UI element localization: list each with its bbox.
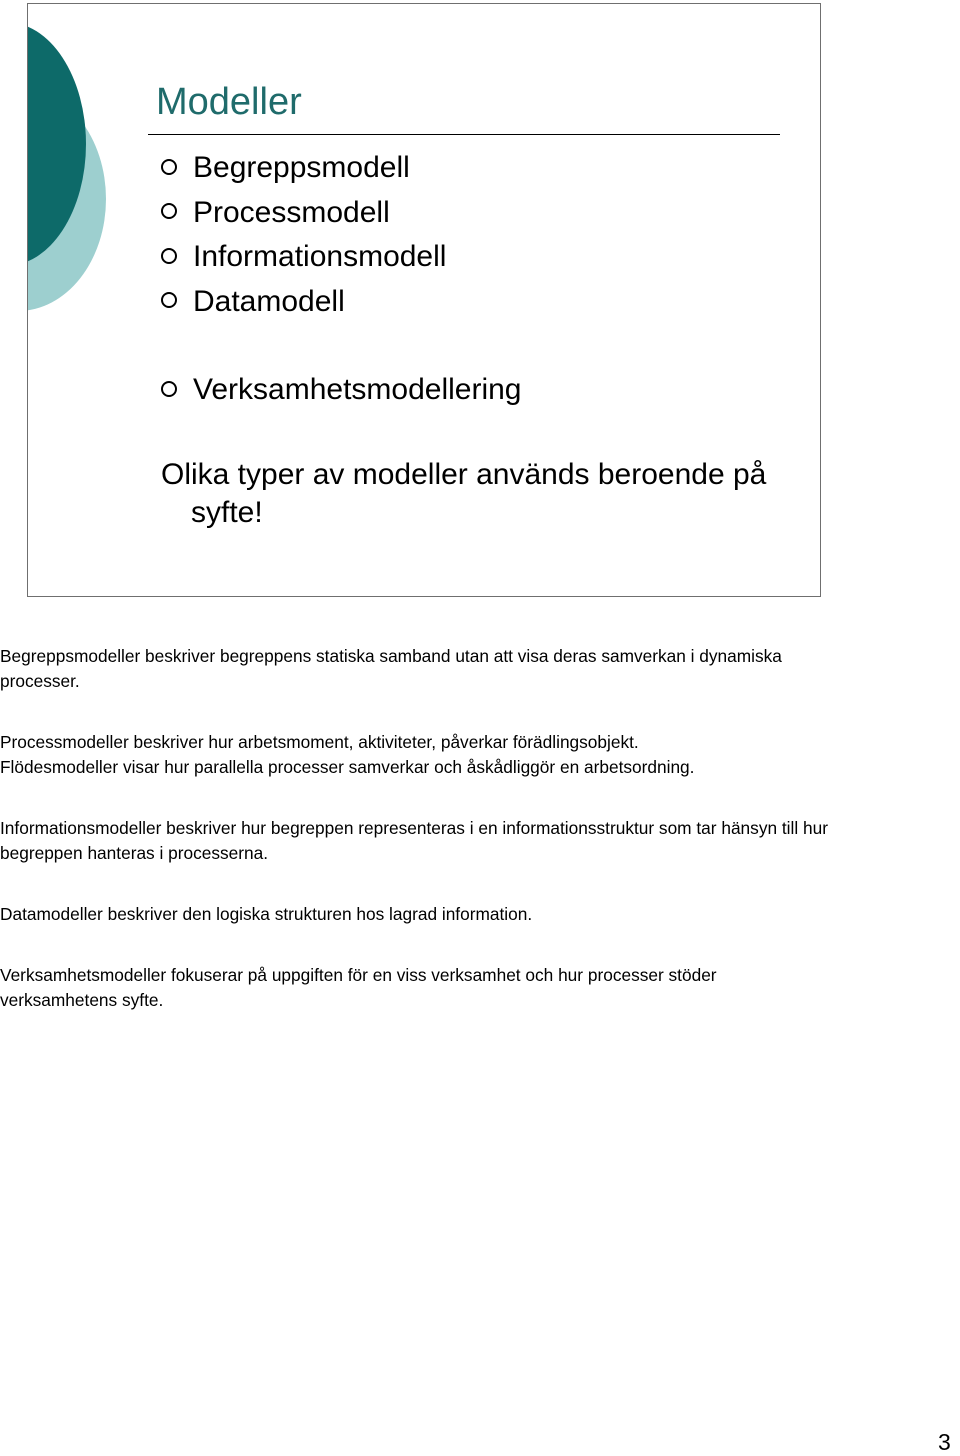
bullet-text: Informationsmodell (193, 240, 447, 273)
note-paragraph: Begreppsmodeller beskriver begreppens statiska samband utan att visa deras samverkan i dynamiska processer. (0, 646, 782, 691)
page-number: 3 (938, 1429, 951, 1455)
bullet-text: Begreppsmodell (193, 151, 410, 184)
bullet-text: Verksamhetsmodellering (193, 373, 522, 406)
circle-bullet-icon (161, 292, 177, 308)
note-paragraph: Verksamhetsmodeller fokuserar på uppgiften för en viss verksamhet och hur processer stöder verksamhetens syfte. (0, 965, 717, 1010)
note-group (0, 730, 835, 780)
circle-bullet-icon (161, 159, 177, 175)
bullet-text: Datamodell (193, 284, 345, 318)
slide-decoration (28, 4, 168, 334)
bullet-list (161, 146, 522, 413)
bullet-item (161, 235, 522, 280)
slide-title: Modeller (156, 81, 302, 123)
bullet-item (161, 280, 522, 325)
speaker-notes (0, 644, 835, 1049)
note-paragraph: Processmodeller beskriver hur arbetsmoment, aktiviteter, påverkar förädlingsobjekt. (0, 732, 639, 752)
circle-bullet-icon (161, 381, 177, 397)
bullet-item (161, 191, 522, 236)
title-divider (148, 134, 780, 135)
slide-conclusion: Olika typer av modeller används beroende på syfte! (161, 458, 767, 529)
note-paragraph: Flödesmodeller visar hur parallella processer samverkar och åskådliggör en arbetsordning. (0, 757, 695, 777)
note-paragraph: Datamodeller beskriver den logiska strukturen hos lagrad information. (0, 904, 533, 924)
bullet-text: Processmodell (193, 195, 390, 229)
note-paragraph: Informationsmodeller beskriver hur begreppen representeras i en informationsstruktur som tar hänsyn till hur begreppen hanteras i processerna. (0, 818, 828, 863)
circle-bullet-icon (161, 248, 177, 264)
bullet-item (161, 146, 522, 191)
circle-bullet-icon (161, 203, 177, 219)
bullet-item (161, 368, 522, 413)
slide (27, 3, 821, 597)
